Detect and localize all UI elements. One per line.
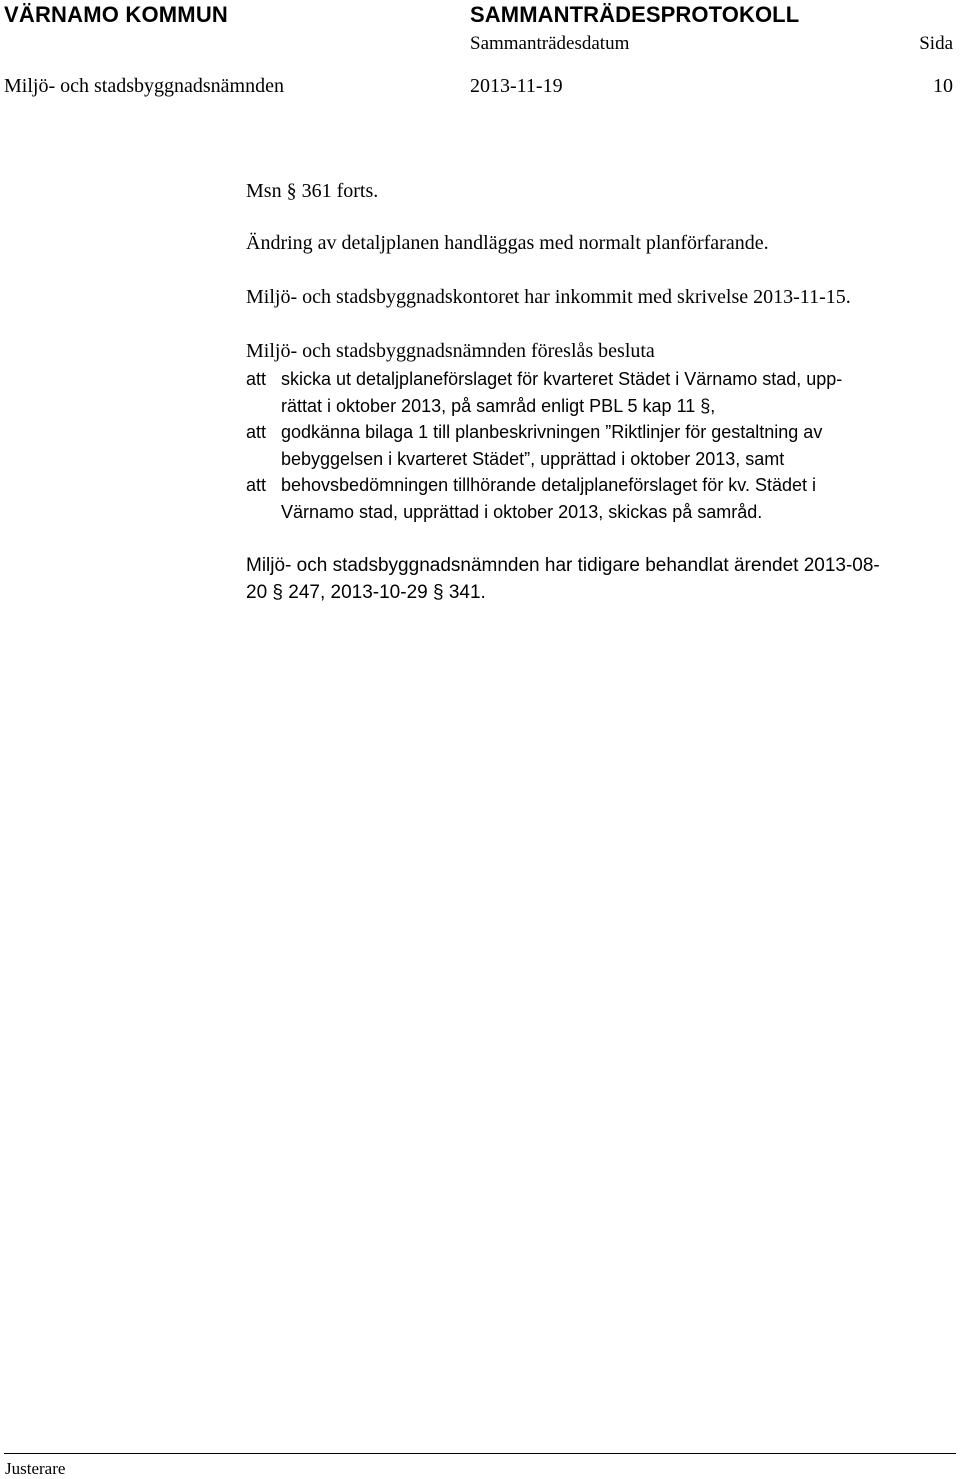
att-marker: att [246, 422, 267, 442]
procedure-paragraph: Ändring av detaljplanen handläggas med normalt planförfarande. [246, 232, 769, 254]
decision-clause [246, 419, 946, 472]
section-continued-heading: Msn § 361 forts. [246, 180, 379, 202]
previous-handling-paragraph [246, 552, 880, 606]
committee-name: Miljö- och stadsbyggnadsnämnden [4, 75, 284, 97]
meeting-date-label: Sammanträdesdatum [470, 33, 630, 54]
decision-line: godkänna bilaga 1 till planbeskrivningen ”Riktlinjer för gestaltning av [281, 422, 823, 442]
received-paragraph: Miljö- och stadsbyggnadskontoret har inkommit med skrivelse 2013-11-15. [246, 286, 851, 308]
footer-divider [4, 1453, 956, 1454]
att-marker: att [246, 475, 267, 495]
decision-clause [246, 366, 946, 419]
document-title: SAMMANTRÄDESPROTOKOLL [470, 2, 800, 27]
page-label: Sida [919, 33, 953, 54]
decision-clause [246, 472, 946, 525]
decision-line: rättat i oktober 2013, på samråd enligt PBL 5 kap 11 §, [281, 395, 716, 416]
proposal-intro: Miljö- och stadsbyggnadsnämnden föreslås besluta [246, 340, 655, 362]
decision-line: Värnamo stad, upprättad i oktober 2013, skickas på samråd. [281, 501, 763, 522]
previous-line: 20 § 247, 2013-10-29 § 341. [246, 582, 486, 603]
decision-line: behovsbedömningen tillhörande detaljplaneförslaget för kv. Städet i [281, 475, 817, 495]
meeting-date: 2013-11-19 [470, 75, 563, 97]
decision-line: skicka ut detaljplaneförslaget för kvarteret Städet i Värnamo stad, upp- [281, 369, 843, 389]
att-marker: att [246, 369, 267, 389]
adjuster-label: Justerare [5, 1459, 66, 1478]
decision-list [246, 366, 946, 525]
previous-line: Miljö- och stadsbyggnadsnämnden har tidigare behandlat ärendet 2013-08- [246, 555, 880, 576]
organization-name: VÄRNAMO KOMMUN [4, 2, 229, 27]
decision-line: bebyggelsen i kvarteret Städet”, upprättad i oktober 2013, samt [281, 448, 785, 469]
page-number: 10 [933, 75, 953, 97]
